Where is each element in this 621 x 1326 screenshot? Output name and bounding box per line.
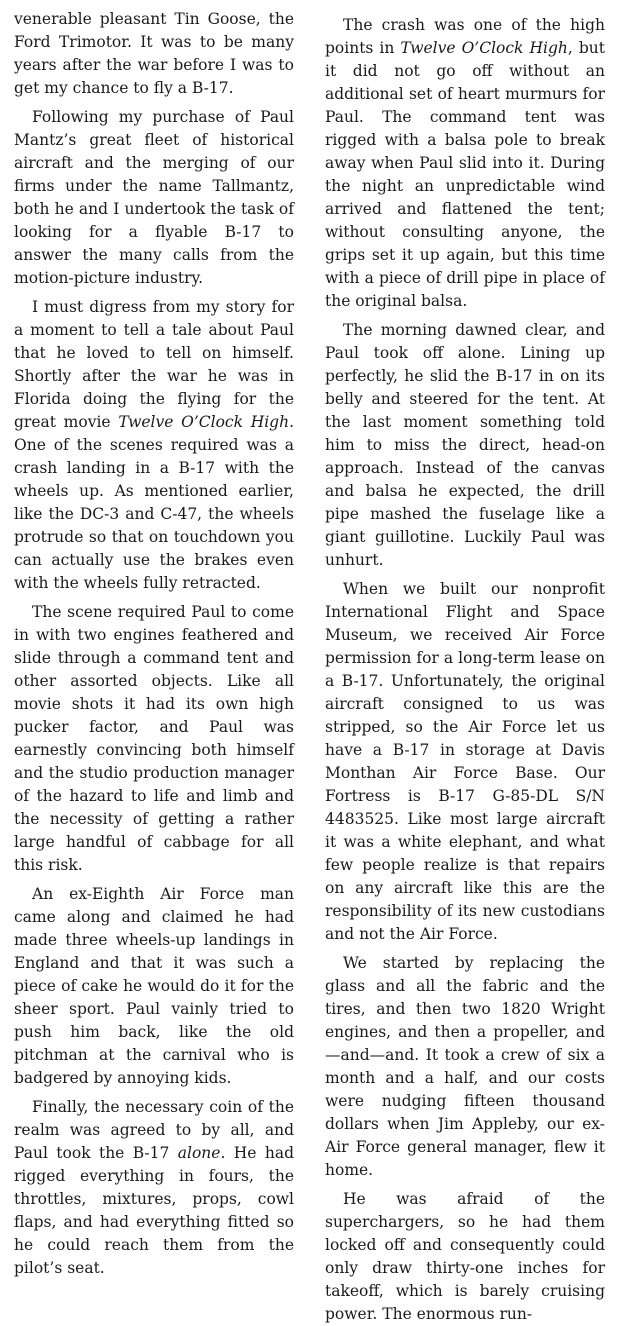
paragraph: When we built our nonprofit International Flight and Space Museum, we received Air Force permission for a long-term lease on a B-17. Unfortunately, the original aircraft consigned to us was stripped, so the Air Force let us have a B-17 in storage at Davis Monthan Air Force Base. Our Fortress is B-17 G-85-DL S/N 4483525. Like most large aircraft it was a white elephant, and what few people realize is that repairs on any aircraft like this are the responsibility of its new custodians and not the Air Force. bbox=[325, 580, 605, 943]
italic-title: Twelve O’Clock High bbox=[400, 39, 568, 57]
paragraph: An ex-Eighth Air Force man came along and claimed he had made three wheels-up landings in England and that it was such a piece of cake he would do it for the sheer sport. Paul vainly tried to push him back, like the old pitchman at the carnival who is badgered by annoying kids. bbox=[14, 885, 294, 1087]
paragraph: The morning dawned clear, and Paul took off alone. Lining up perfectly, he slid the B-17 in on its belly and steered for the tent. At the last moment something told him to miss the direct, head-on approach. Instead of the canvas and balsa he expected, the drill pipe mashed the fuselage like a giant guillotine. Luckily Paul was unhurt. bbox=[325, 321, 605, 569]
paragraph: The scene required Paul to come in with two engines feathered and slide through a command tent and other assorted objects. Like all movie shots it had its own high pucker factor, and Paul was earnestly convincing both himself and the studio production manager of the hazard to life and limb and the necessity of getting a rather large handful of cabbage for all this risk. bbox=[14, 603, 294, 874]
paragraph bbox=[325, 14, 605, 313]
italic-title: Twelve O’Clock High bbox=[118, 413, 290, 431]
italic-title: alone bbox=[177, 1144, 221, 1162]
paragraph: He was afraid of the superchargers, so he had them locked off and consequently could only draw thirty-one inches for takeoff, which is barely cruising power. The enormous run- bbox=[325, 1190, 605, 1323]
left-column bbox=[14, 8, 294, 1280]
text-run: . One of the scenes required was a crash landing in a B-17 with the wheels up. As mentioned earlier, like the DC-3 and C-47, the wheels protrude so that on touchdown you can actually use the brakes even with the wheels fully retracted. bbox=[14, 413, 295, 592]
paragraph: venerable pleasant Tin Goose, the Ford Trimotor. It was to be many years after the war before I was to get my chance to fly a B-17. bbox=[14, 10, 294, 97]
text-run: . He had rigged everything in fours, the throttles, mixtures, props, cowl flaps, and had everything fitted so he could reach them from the pilot’s seat. bbox=[14, 1144, 294, 1277]
paragraph bbox=[14, 1096, 294, 1280]
paragraph: We started by replacing the glass and all the fabric and the tires, and then two 1820 Wright engines, and then a propeller, and—and—and. It took a crew of six a month and a half, and our costs were nudging fifteen thousand dollars when Jim Appleby, our ex-Air Force general manager, flew it home. bbox=[325, 954, 605, 1179]
text-run: Finally, the necessary coin of the realm was agreed to by all, and Paul took the B-17 bbox=[14, 1098, 294, 1162]
right-column bbox=[325, 8, 605, 1326]
text-run: The crash was one of the high points in bbox=[325, 16, 605, 57]
paragraph: Following my purchase of Paul Mantz’s great fleet of historical aircraft and the merging of our firms under the name Tallmantz, both he and I undertook the task of looking for a flyable B-17 to answer the many calls from the motion-picture industry. bbox=[14, 108, 294, 287]
paragraph bbox=[14, 296, 294, 595]
text-run: , but it did not go off without an additional set of heart murmurs for Paul. The command tent was rigged with a balsa pole to break away when Paul slid into it. During the night an unpredictable wind arrived and flattened the tent; without consulting anyone, the grips set it up again, but this time with a piece of drill pipe in place of the original balsa. bbox=[325, 39, 605, 310]
text-run: I must digress from my story for a moment to tell a tale about Paul that he loved to tell on himself. Shortly after the war he was in Florida doing the flying for the great movie bbox=[14, 298, 294, 431]
